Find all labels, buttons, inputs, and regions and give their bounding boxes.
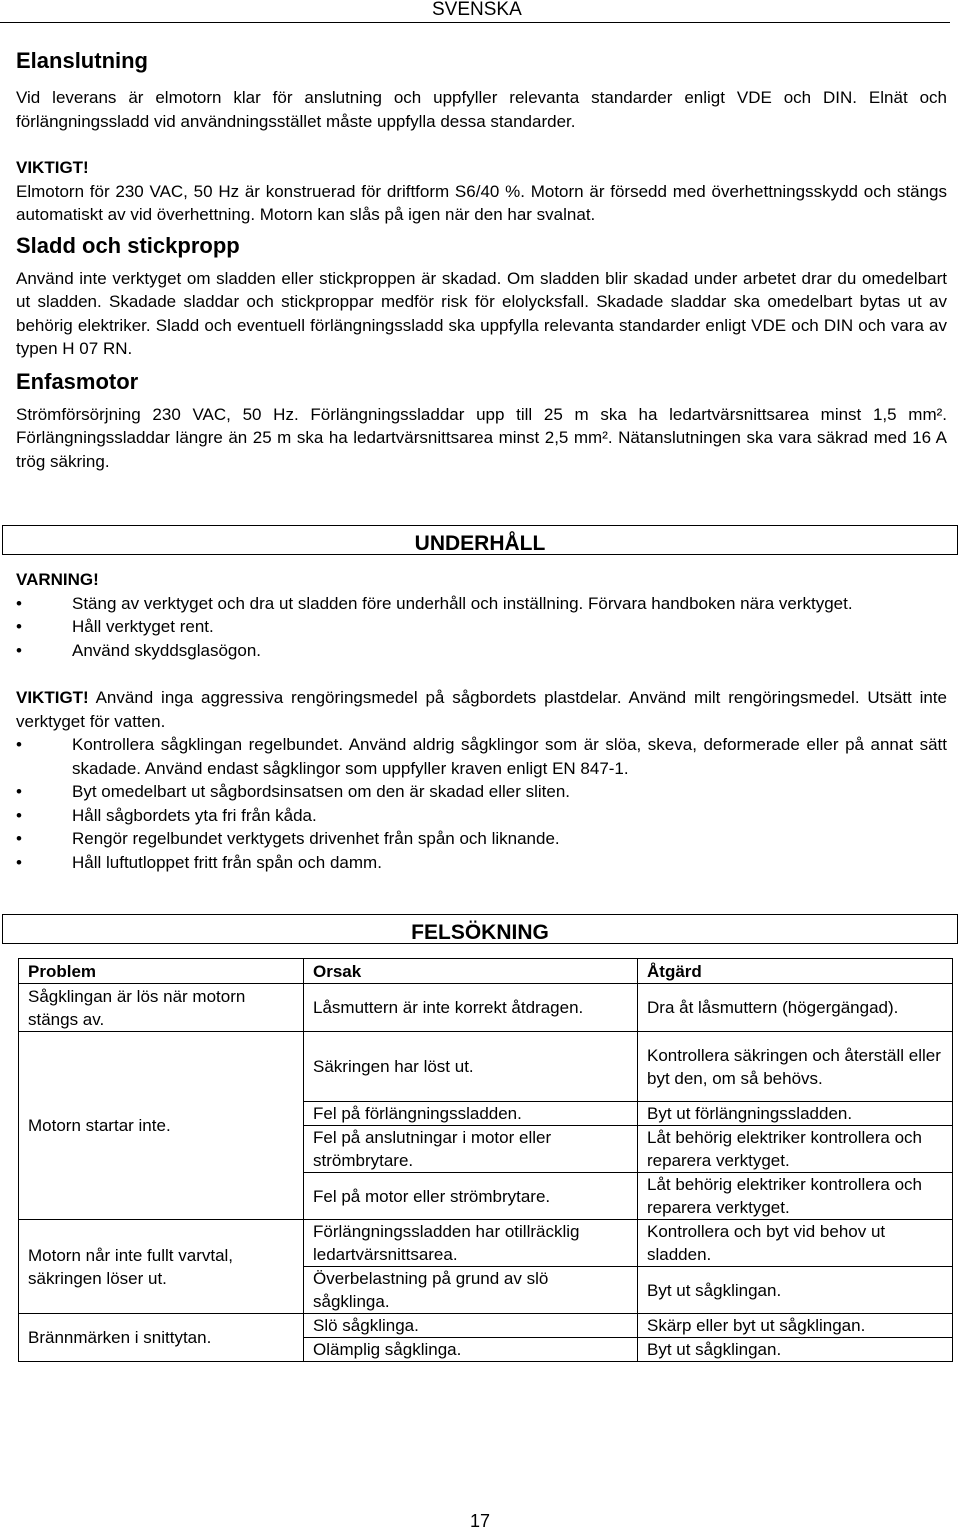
cause-cell: Fel på anslutningar i motor eller strömbrytare. (304, 1126, 638, 1173)
elanslutning-intro: Vid leverans är elmotorn klar för anslutning och uppfyller relevanta standarder enligt VDE och DIN. Elnät och förlängningssladd vid användningsstället måste uppfylla dessa standarder. (16, 88, 947, 131)
enfasmotor-text: Strömförsörjning 230 VAC, 50 Hz. Förlängningssladdar upp till 25 m ska ha ledartvärsnittsarea minst 1,5 mm². Förlängningssladdar längre än 25 m ska ha ledartvärsnittsarea minst 2,5 mm². Nätanslutningen ska vara säkrad med 16 A trög säkring. (16, 404, 947, 471)
important-label: VIKTIGT! (16, 688, 89, 707)
problem-cell: Brännmärken i snittytan. (19, 1314, 304, 1362)
underhall-title: UNDERHÅLL (414, 532, 546, 555)
section-title-sladd: Sladd och stickpropp (16, 232, 240, 258)
table-row (19, 1220, 953, 1267)
table-row (19, 1314, 953, 1338)
action-cell: Dra åt låsmuttern (högergängad). (638, 984, 953, 1032)
header-atgard: Åtgärd (638, 959, 953, 984)
problem-cell: Motorn startar inte. (19, 1032, 304, 1220)
action-cell: Kontrollera och byt vid behov ut sladden. (638, 1220, 953, 1267)
felsokning-title: FELSÖKNING (411, 921, 549, 944)
header-language: SVENSKA (432, 0, 522, 20)
cause-cell: Förlängningssladden har otillräcklig ledartvärsnittsarea. (304, 1220, 638, 1267)
elanslutning-important-text: Elmotorn för 230 VAC, 50 Hz är konstruerad för driftform S6/40 %. Motorn är försedd med överhettningsskydd och stängs automatiskt av vid överhettning. Motorn kan slås på igen när den har svalnat. (16, 181, 947, 224)
cause-cell: Fel på förlängningssladden. (304, 1102, 638, 1126)
maintenance-list (16, 733, 947, 874)
page-number: 17 (470, 1511, 491, 1531)
sladd-text: Använd inte verktyget om sladden eller stickproppen är skadad. Om sladden blir skadad under arbetet drar du omedelbart ut sladden. Skadade sladdar och stickproppar medför risk för elolycksfall. Skadade sladdar ska omedelbart bytas ut av behörig elektriker. Sladd och eventuell förlängningssladd ska uppfylla relevanta standarder enligt VDE och DIN och vara av typen H 07 RN. (16, 268, 947, 358)
list-item: • Använd skyddsglasögon. (16, 639, 947, 663)
cause-cell: Säkringen har löst ut. (304, 1032, 638, 1102)
problem-cell: Sågklingan är lös när motorn stängs av. (19, 984, 304, 1032)
cause-cell: Fel på motor eller strömbrytare. (304, 1173, 638, 1220)
action-cell: Byt ut förlängningssladden. (638, 1102, 953, 1126)
cause-cell: Låsmuttern är inte korrekt åtdragen. (304, 984, 638, 1032)
action-cell: Låt behörig elektriker kontrollera och reparera verktyget. (638, 1126, 953, 1173)
list-item: • Håll luftutloppet fritt från spån och damm. (16, 851, 947, 875)
list-item: • Byt omedelbart ut sågbordsinsatsen om den är skadad eller sliten. (16, 780, 947, 804)
page-body (16, 46, 947, 473)
underhall-important-text: Använd inga aggressiva rengöringsmedel på sågbordets plastdelar. Använd milt rengöringsmedel. Utsätt inte verktyget för vatten. (16, 688, 947, 731)
section-bar-felsokning (2, 914, 958, 944)
list-item: • Håll verktyget rent. (16, 615, 947, 639)
problem-cell: Motorn når inte fullt varvtal, säkringen löser ut. (19, 1220, 304, 1314)
warning-label: VARNING! (16, 570, 99, 589)
section-title-elanslutning: Elanslutning (16, 48, 148, 73)
action-cell: Kontrollera säkringen och återställ eller byt den, om så behövs. (638, 1032, 953, 1102)
section-bar-underhall (2, 525, 958, 555)
cause-cell: Slö sågklinga. (304, 1314, 638, 1338)
underhall-important (16, 686, 947, 733)
header-rule (0, 22, 950, 23)
action-cell: Låt behörig elektriker kontrollera och reparera verktyget. (638, 1173, 953, 1220)
important-label: VIKTIGT! (16, 158, 89, 177)
list-item: • Rengör regelbundet verktygets drivenhet från spån och liknande. (16, 827, 947, 851)
troubleshooting-table (18, 958, 953, 1362)
cause-cell: Överbelastning på grund av slö sågklinga. (304, 1267, 638, 1314)
warning-list (16, 592, 947, 663)
action-cell: Skärp eller byt ut sågklingan. (638, 1314, 953, 1338)
list-item: • Stäng av verktyget och dra ut sladden före underhåll och inställning. Förvara handboken nära verktyget. (16, 592, 947, 616)
header-problem: Problem (19, 959, 304, 984)
action-cell: Byt ut sågklingan. (638, 1267, 953, 1314)
section-title-enfasmotor: Enfasmotor (16, 368, 139, 394)
table-row (19, 1032, 953, 1102)
underhall-body (16, 568, 947, 874)
list-item: • Kontrollera sågklingan regelbundet. Använd aldrig sågklingor som är slöa, skeva, deformerade eller på annat sätt skadade. Använd endast sågklingor som uppfyller kraven enligt EN 847-1. (16, 733, 947, 780)
header-orsak: Orsak (304, 959, 638, 984)
table-header-row (19, 959, 953, 984)
cause-cell: Olämplig sågklinga. (304, 1338, 638, 1362)
table-row (19, 984, 953, 1032)
list-item: • Håll sågbordets yta fri från kåda. (16, 804, 947, 828)
action-cell: Byt ut sågklingan. (638, 1338, 953, 1362)
